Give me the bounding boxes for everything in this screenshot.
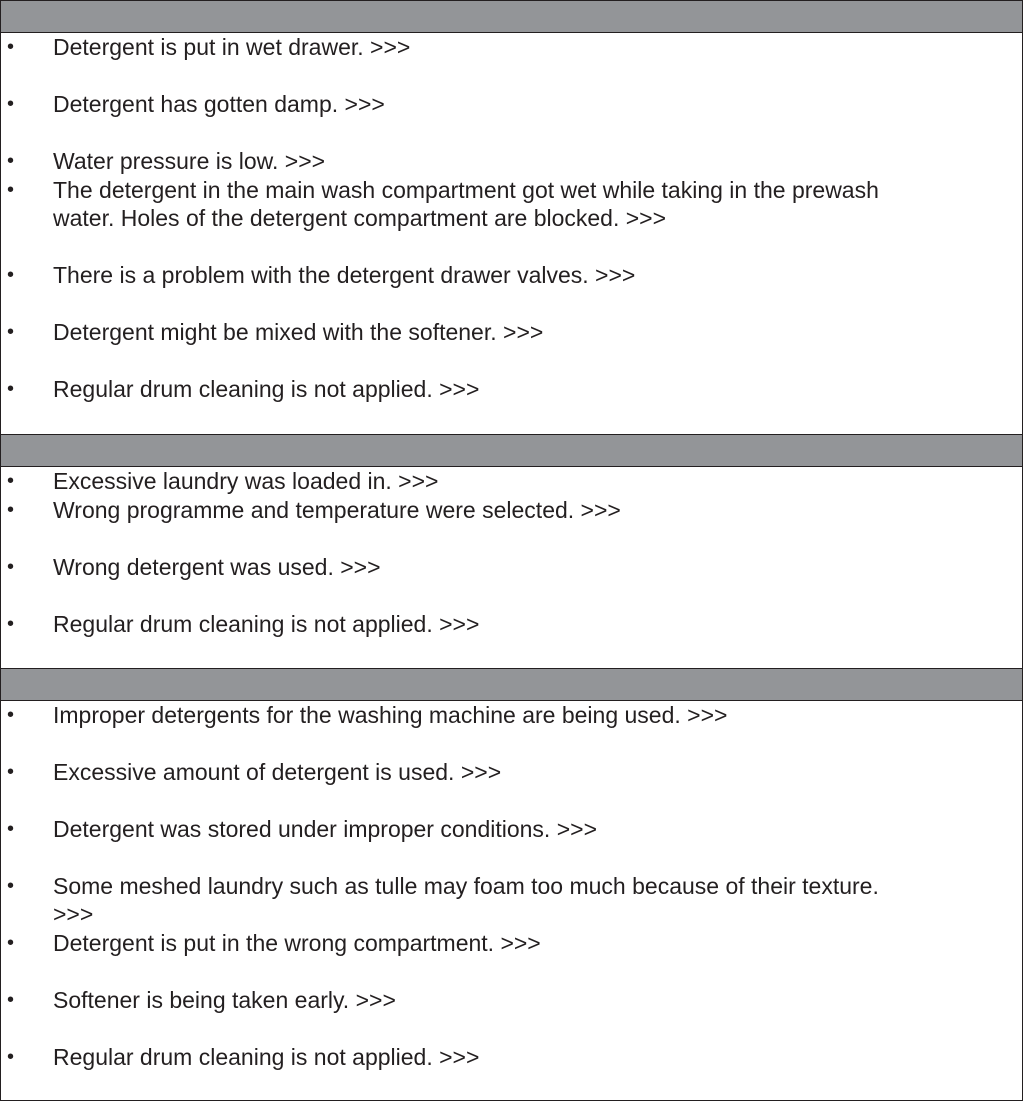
item-text: Improper detergents for the washing machine are being used. >>> [53, 702, 728, 728]
bullet-icon: • [7, 499, 15, 521]
item-text: Regular drum cleaning is not applied. >>> [53, 376, 480, 402]
bullet-icon: • [7, 704, 15, 726]
bullet-icon: • [7, 556, 15, 578]
item-text: Regular drum cleaning is not applied. >>> [53, 611, 480, 637]
item-text: Detergent might be mixed with the softener. >>> [53, 319, 544, 345]
section-1-header [0, 0, 1023, 33]
section-2-body [0, 467, 1023, 668]
bullet-icon: • [7, 989, 15, 1011]
bullet-icon: • [7, 818, 15, 840]
item-text: Detergent has gotten damp. >>> [53, 91, 385, 117]
item-text: Detergent is put in wet drawer. >>> [53, 34, 411, 60]
bullet-icon: • [7, 179, 15, 201]
item-text: Wrong detergent was used. >>> [53, 554, 381, 580]
item-text: The detergent in the main wash compartment got wet while taking in the prewash water. Holes of the detergent compartment are blocked. >>> [53, 177, 879, 231]
item-text: There is a problem with the detergent drawer valves. >>> [53, 262, 636, 288]
bullet-icon: • [7, 470, 15, 492]
section-3-body [0, 701, 1023, 1101]
bullet-icon: • [7, 613, 15, 635]
item-text: Detergent was stored under improper conditions. >>> [53, 816, 598, 842]
bullet-icon: • [7, 932, 15, 954]
bullet-icon: • [7, 150, 15, 172]
bullet-icon: • [7, 93, 15, 115]
section-3-header [0, 668, 1023, 701]
item-text: Softener is being taken early. >>> [53, 987, 396, 1013]
section-2-header [0, 434, 1023, 467]
bullet-icon: • [7, 264, 15, 286]
bullet-icon: • [7, 761, 15, 783]
bullet-icon: • [7, 36, 15, 58]
item-text: Excessive laundry was loaded in. >>> [53, 468, 439, 494]
item-text: Water pressure is low. >>> [53, 148, 326, 174]
item-text: Excessive amount of detergent is used. >>> [53, 759, 502, 785]
item-text: Detergent is put in the wrong compartment. >>> [53, 930, 541, 956]
item-text: Some meshed laundry such as tulle may foam too much because of their texture. >>> [53, 873, 879, 927]
item-text: Wrong programme and temperature were selected. >>> [53, 497, 621, 523]
section-1-body [0, 33, 1023, 434]
item-text: Regular drum cleaning is not applied. >>> [53, 1044, 480, 1070]
bullet-icon: • [7, 378, 15, 400]
bullet-icon: • [7, 875, 15, 897]
bullet-icon: • [7, 1046, 15, 1068]
bullet-icon: • [7, 321, 15, 343]
